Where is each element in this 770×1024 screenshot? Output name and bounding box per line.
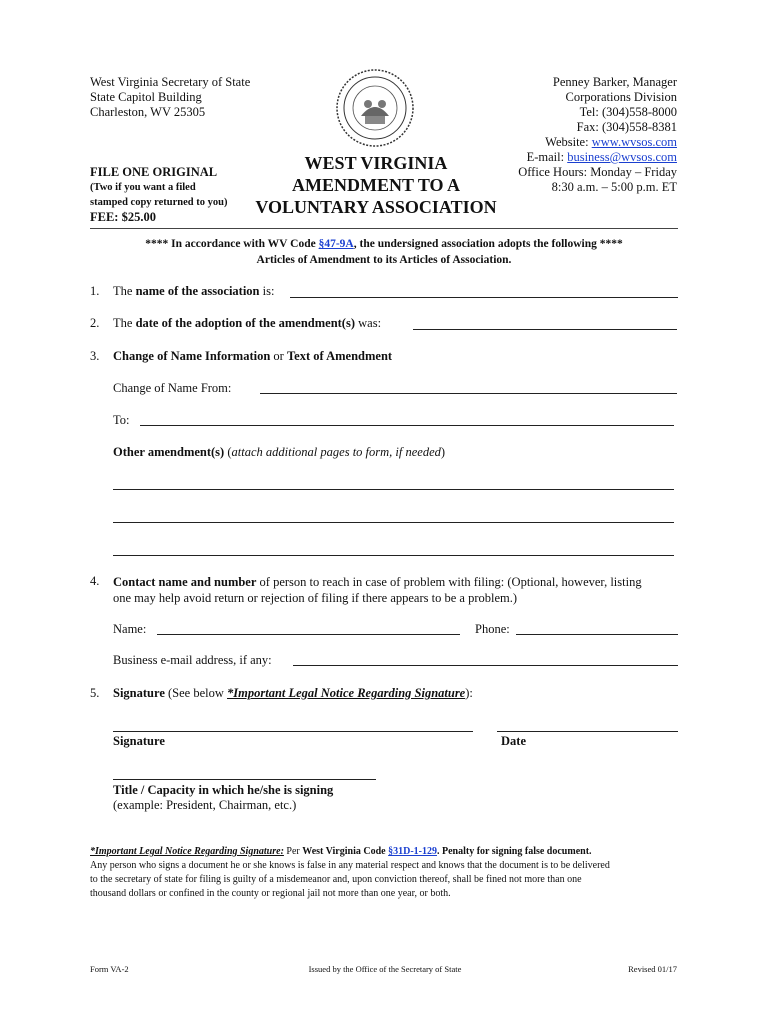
item-3-or: or	[270, 349, 287, 363]
important-notice-ref: *Important Legal Notice Regarding Signature	[227, 686, 466, 700]
item-5-number: 5.	[90, 686, 100, 700]
date-field[interactable]	[497, 731, 678, 732]
office-building: State Capitol Building	[90, 90, 202, 104]
item-3-bold-a: Change of Name Information	[113, 349, 271, 363]
legal-notice-line-3: to the secretary of state for filing is guilty of a misdemeanor and, upon conviction thereof, shall be fined not more than one	[90, 874, 582, 885]
contact-name-field[interactable]	[157, 634, 460, 635]
other-amendment-line-1[interactable]	[113, 489, 674, 490]
item-4-line-1	[113, 574, 683, 590]
office-city: Charleston, WV 25305	[90, 105, 206, 119]
email-label: E-mail:	[526, 150, 568, 164]
signature-label: Signature	[113, 734, 165, 748]
manager-name: Penney Barker, Manager	[552, 75, 677, 89]
office-address	[90, 75, 250, 120]
revision-date: Revised 01/17	[628, 964, 677, 974]
change-name-from-field[interactable]	[260, 393, 677, 394]
website-row	[518, 135, 677, 150]
title-capacity-field[interactable]	[113, 779, 376, 780]
header-divider	[90, 228, 678, 229]
item-2-pre: The	[113, 316, 136, 330]
item-2-number: 2.	[90, 316, 100, 330]
legal-notice-line-4: thousand dollars or confined in the county or regional jail not more than one year, or both.	[90, 888, 451, 899]
legal-notice-lead: *Important Legal Notice Regarding Signature:	[90, 846, 284, 857]
telephone: Tel: (304)558-8000	[579, 105, 677, 119]
intro-line-2: Articles of Amendment to its Articles of Association.	[256, 254, 512, 266]
title-line-3: VOLUNTARY ASSOCIATION	[255, 197, 497, 217]
title-line-2: AMENDMENT TO A	[291, 175, 461, 195]
legal-notice-wvcode: West Virginia Code	[302, 846, 389, 857]
form-title	[250, 152, 502, 218]
intro-pre: **** In accordance with WV Code	[145, 238, 319, 250]
item-3-bold-b: Text of Amendment	[286, 349, 393, 363]
intro-post: , the undersigned association adopts the following ****	[353, 238, 623, 250]
item-4-rest: of person to reach in case of problem with filing: (Optional, however, listing	[256, 575, 642, 589]
website-label: Website:	[545, 135, 592, 149]
item-4-label	[113, 574, 683, 606]
item-4-bold: Contact name and number	[113, 575, 257, 589]
legal-notice	[90, 845, 680, 901]
other-amendment-line-2[interactable]	[113, 522, 674, 523]
other-paren-open: (	[224, 445, 232, 459]
state-seal-icon	[335, 68, 415, 148]
intro-statement	[90, 236, 678, 268]
legal-notice-penalty: . Penalty for signing false document.	[436, 846, 592, 857]
file-one-original: FILE ONE ORIGINAL	[90, 165, 218, 179]
date-label: Date	[501, 734, 526, 748]
item-1-number: 1.	[90, 284, 100, 298]
legal-notice-per: Per	[283, 846, 303, 857]
item-4-line-2: one may help avoid return or rejection of filing if there appears to be a problem.)	[113, 591, 518, 605]
filing-fee: FEE: $25.00	[90, 210, 156, 224]
other-amendments-hint: attach additional pages to form, if needed	[231, 445, 441, 459]
item-1-pre: The	[113, 284, 136, 298]
fax: Fax: (304)558-8381	[576, 120, 677, 134]
title-example: (example: President, Chairman, etc.)	[113, 798, 297, 812]
item-3-number: 3.	[90, 349, 100, 363]
change-name-to-field[interactable]	[140, 425, 674, 426]
item-5-see: (See below	[164, 686, 228, 700]
item-1-post: is:	[259, 284, 275, 298]
issued-by: Issued by the Office of the Secretary of State	[308, 964, 462, 974]
email-row	[518, 150, 677, 165]
wv-code-31d-1-129-link[interactable]: §31D-1-129	[388, 846, 437, 857]
change-name-to-label: To:	[113, 413, 130, 427]
item-1-bold: name of the association	[135, 284, 260, 298]
adoption-date-field[interactable]	[413, 329, 677, 330]
item-2-bold: date of the adoption of the amendment(s)	[135, 316, 355, 330]
other-amendments-bold: Other amendment(s)	[113, 445, 225, 459]
title-capacity-label: Title / Capacity in which he/she is signing	[113, 783, 334, 797]
contact-name-label: Name:	[113, 622, 147, 636]
title-line-1: WEST VIRGINIA	[304, 153, 448, 173]
business-email-label: Business e-mail address, if any:	[113, 653, 272, 667]
other-amendment-line-3[interactable]	[113, 555, 674, 556]
division-name: Corporations Division	[565, 90, 677, 104]
division-contact	[518, 75, 677, 195]
item-5-label	[113, 686, 473, 701]
signature-field[interactable]	[113, 731, 473, 732]
office-name: West Virginia Secretary of State	[90, 75, 251, 89]
intro-line-1	[90, 236, 678, 252]
item-4-number: 4.	[90, 574, 100, 588]
legal-notice-line-2: Any person who signs a document he or she knows is false in any material respect and knows that the document is to be delivered	[90, 860, 610, 871]
file-instructions	[90, 164, 227, 225]
office-hours-times: 8:30 a.m. – 5:00 p.m. ET	[551, 180, 677, 194]
item-5-bold: Signature	[113, 686, 165, 700]
item-2-post: was:	[355, 316, 382, 330]
item-3-label	[113, 349, 392, 364]
email-link[interactable]: business@wvsos.com	[567, 150, 677, 164]
change-name-from-label: Change of Name From:	[113, 381, 232, 395]
office-hours-days: Office Hours: Monday – Friday	[518, 165, 677, 179]
other-paren-close: )	[440, 445, 446, 459]
item-2-label	[113, 316, 381, 331]
phone-field[interactable]	[516, 634, 678, 635]
phone-label: Phone:	[475, 622, 510, 636]
item-5-close: ):	[465, 686, 473, 700]
item-1-label	[113, 284, 274, 299]
other-amendments-label	[113, 445, 445, 460]
form-number: Form VA-2	[90, 964, 129, 974]
legal-notice-line-1	[90, 845, 680, 859]
two-copies-note: (Two if you want a filed	[90, 182, 196, 193]
association-name-field[interactable]	[290, 297, 678, 298]
stamped-copy-note: stamped copy returned to you)	[90, 197, 228, 208]
business-email-field[interactable]	[293, 665, 678, 666]
wv-code-47-9a-link[interactable]: §47-9A	[318, 238, 354, 250]
website-link[interactable]: www.wvsos.com	[591, 135, 677, 149]
